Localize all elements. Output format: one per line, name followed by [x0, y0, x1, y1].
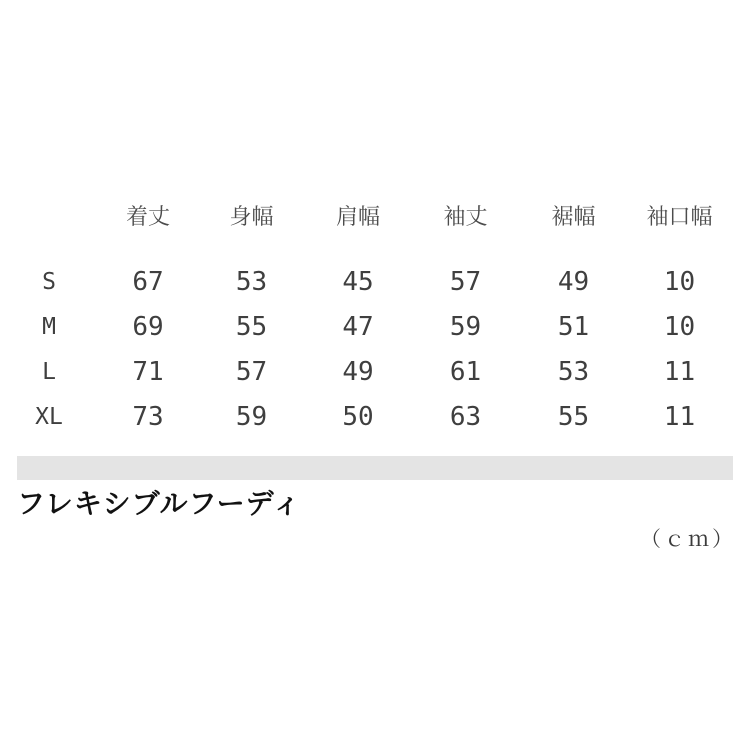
measurement-value: 63 [449, 401, 482, 432]
measurement-value: 69 [132, 311, 164, 342]
measurement-value: 11 [663, 401, 696, 432]
product-name: フレキシブルフーディ [17, 488, 302, 519]
size-label-s: S [42, 268, 56, 295]
column-header-sleeve-length: 袖丈 [443, 203, 488, 229]
measurement-value: 50 [342, 401, 374, 432]
table-row-size-l [0, 349, 732, 394]
measurement-value: 47 [342, 311, 374, 342]
column-header-body-width: 身幅 [229, 203, 274, 229]
table-row-size-s [0, 259, 732, 304]
measurement-value: 10 [663, 311, 696, 342]
table-header-row [0, 194, 732, 236]
column-header-shoulder-width: 肩幅 [335, 203, 380, 229]
measurement-value: 53 [235, 266, 268, 297]
unit-label: （ｃｍ） [640, 527, 736, 551]
measurement-value: 45 [342, 266, 374, 297]
measurement-value: 57 [449, 266, 482, 297]
column-header-hem-width: 裾幅 [551, 203, 596, 229]
size-table [0, 194, 732, 439]
header-spacer [0, 236, 732, 259]
table-row-size-xl [0, 394, 732, 439]
size-label-m: M [42, 313, 56, 340]
column-header-body-length: 着丈 [125, 203, 170, 229]
measurement-value: 61 [449, 356, 482, 387]
measurement-value: 10 [663, 266, 696, 297]
measurement-value: 55 [557, 401, 590, 432]
column-header-cuff-width: 袖口幅 [646, 203, 713, 229]
size-label-xl: XL [35, 403, 63, 430]
measurement-value: 51 [557, 311, 590, 342]
measurement-value: 49 [557, 266, 590, 297]
measurement-value: 59 [235, 401, 268, 432]
measurement-value: 11 [663, 356, 696, 387]
measurement-value: 49 [342, 356, 374, 387]
measurement-value: 71 [132, 356, 164, 387]
measurement-value: 57 [235, 356, 268, 387]
measurement-value: 59 [449, 311, 482, 342]
measurement-value: 73 [132, 401, 164, 432]
measurement-value: 55 [235, 311, 268, 342]
table-row-size-m [0, 304, 732, 349]
size-label-l: L [42, 358, 56, 385]
measurement-value: 67 [132, 266, 164, 297]
measurement-value: 53 [557, 356, 590, 387]
divider-bar [17, 456, 733, 480]
